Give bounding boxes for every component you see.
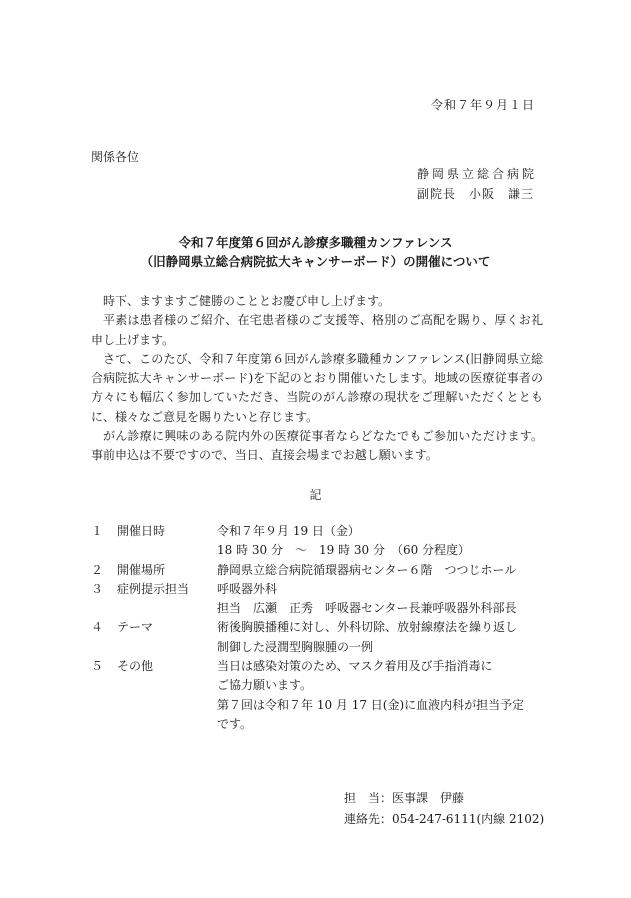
item-label: その他 xyxy=(117,659,154,674)
item-value: 呼吸器外科 xyxy=(217,581,278,596)
item-label xyxy=(117,599,217,618)
details-list xyxy=(91,522,551,734)
addressee: 関係各位 xyxy=(91,150,140,164)
item-label xyxy=(117,715,217,734)
item-value: 静岡県立総合病院循環器病センター６階 つつじホール xyxy=(217,562,517,577)
sender-name: 副院長 小阪 謙三 xyxy=(417,187,535,201)
item-value: 担当 広瀬 正秀 呼吸器センター長兼呼吸器外科部長 xyxy=(217,601,517,616)
body-paragraph: がん診療に興味のある院内外の医療従事者ならどなたでもご参加いただけます。事前申込は不要ですので、当日、直接会場までお越し願います。 xyxy=(91,429,543,463)
details-row xyxy=(91,618,551,637)
item-value: 制御した浸潤型胸腺腫の一例 xyxy=(217,639,374,654)
item-value: 第７回は令和７年 10 月 17 日(金)に血液内科が担当予定 xyxy=(217,697,525,712)
item-number: １ xyxy=(91,524,104,538)
item-number xyxy=(91,715,117,734)
details-row xyxy=(91,541,551,560)
item-label: 開催場所 xyxy=(117,562,166,577)
item-value: ご協力願います。 xyxy=(217,678,313,693)
item-label: 症例提示担当 xyxy=(117,581,190,596)
item-value: 令和７年９月 19 日（金） xyxy=(217,524,360,538)
document-subtitle: （旧静岡県立総合病院拡大キャンサーボード）の開催について xyxy=(140,254,491,269)
item-number: ５ xyxy=(91,659,104,674)
item-value: 当日は感染対策のため、マスク着用及び手指消毒に xyxy=(217,659,493,674)
item-label xyxy=(117,541,217,560)
contact-phone: 連絡先：054-247-6111(内線 2102) xyxy=(344,812,545,826)
body-paragraph: 時下、ますますご健勝のこととお慶び申し上げます。 xyxy=(103,294,391,308)
item-number: ３ xyxy=(91,581,104,596)
document-date: 令和７年９月１日 xyxy=(430,98,535,112)
item-label: 開催日時 xyxy=(117,524,166,538)
details-row xyxy=(91,715,551,734)
item-number xyxy=(91,638,117,657)
body-text xyxy=(91,292,543,466)
details-row xyxy=(91,561,551,580)
item-value: 術後胸膜播種に対し、外科切除、放射線療法を繰り返し xyxy=(217,620,518,635)
details-row xyxy=(91,599,551,618)
contact-person: 担 当：医事課 伊藤 xyxy=(344,791,465,805)
item-label xyxy=(117,676,217,695)
item-label xyxy=(117,696,217,715)
body-paragraph: さて、このたび、令和７年度第６回がん診療多職種カンファレンス(旧静岡県立総合病院拡大キャンサーボード)を下記のとおり開催いたします。地域の医療従事者の方々にも幅広く参加していただき、当院のがん診療の現状をご理解いただくとともに、様々なご意見を賜りたいと存じます。 xyxy=(91,351,543,424)
item-number: ４ xyxy=(91,620,104,635)
item-number xyxy=(91,676,117,695)
item-number xyxy=(91,541,117,560)
item-number xyxy=(91,696,117,715)
details-row xyxy=(91,657,551,676)
item-number: ２ xyxy=(91,562,104,577)
item-label xyxy=(117,638,217,657)
item-label: テーマ xyxy=(117,620,154,635)
item-number xyxy=(91,599,117,618)
details-row xyxy=(91,696,551,715)
item-value: です。 xyxy=(217,716,253,731)
document-title: 令和７年度第６回がん診療多職種カンファレンス xyxy=(178,235,453,250)
details-row xyxy=(91,676,551,695)
details-row xyxy=(91,580,551,599)
sender-organization: 静岡県立総合病院 xyxy=(417,167,538,181)
details-row xyxy=(91,522,551,541)
details-row xyxy=(91,638,551,657)
item-value: 18 時 30 分 ～ 19 時 30 分 （60 分程度） xyxy=(217,543,471,558)
body-paragraph: 平素は患者様のご紹介、在宅患者様のご支援等、格別のご高配を賜り、厚くお礼申し上げます。 xyxy=(91,313,543,347)
ki-heading: 記 xyxy=(309,488,322,502)
